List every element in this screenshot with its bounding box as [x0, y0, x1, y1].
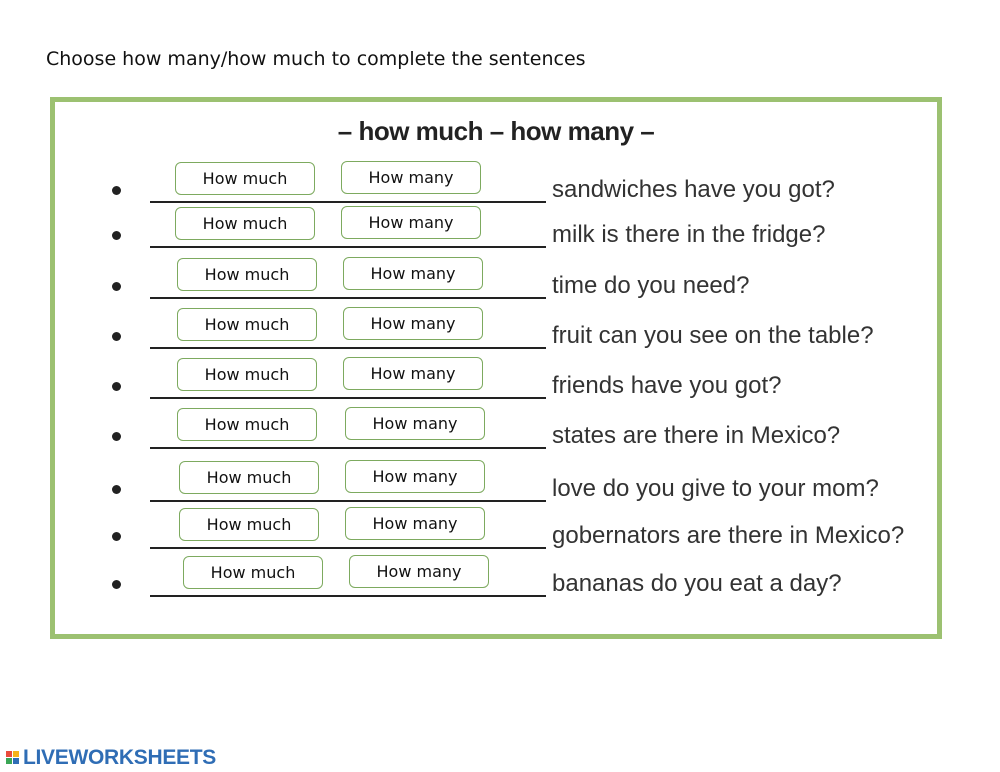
- how-much-button[interactable]: How much: [179, 461, 319, 494]
- how-much-button[interactable]: How much: [177, 258, 317, 291]
- liveworksheets-logo-icon: [6, 751, 20, 765]
- how-many-button[interactable]: How many: [343, 307, 483, 340]
- how-many-button[interactable]: How many: [341, 161, 481, 194]
- question-row-5: [55, 358, 937, 404]
- how-many-button[interactable]: How many: [345, 507, 485, 540]
- sentence-text: milk is there in the fridge?: [552, 221, 826, 248]
- bullet-icon: [112, 485, 121, 494]
- bullet-icon: [112, 186, 121, 195]
- exercise-heading: – how much – how many –: [337, 116, 655, 146]
- bullet-icon: [112, 332, 121, 341]
- answer-blank: [150, 347, 546, 349]
- sentence-text: bananas do you eat a day?: [552, 570, 842, 597]
- liveworksheets-brand-text: LIVEWORKSHEETS: [23, 746, 216, 769]
- bullet-icon: [112, 231, 121, 240]
- how-many-button[interactable]: How many: [343, 257, 483, 290]
- liveworksheets-logo: [6, 747, 216, 769]
- answer-blank: [150, 547, 546, 549]
- how-much-button[interactable]: How much: [175, 207, 315, 240]
- question-row-6: [55, 408, 937, 454]
- sentence-text: states are there in Mexico?: [552, 422, 841, 449]
- answer-blank: [150, 201, 546, 203]
- how-much-button[interactable]: How much: [183, 556, 323, 589]
- how-much-button[interactable]: How much: [177, 308, 317, 341]
- answer-blank: [150, 397, 546, 399]
- bullet-icon: [112, 432, 121, 441]
- answer-blank: [150, 297, 546, 299]
- how-many-button[interactable]: How many: [345, 407, 485, 440]
- sentence-text: fruit can you see on the table?: [552, 322, 874, 349]
- question-row-4: [55, 308, 937, 354]
- exercise-panel: [50, 97, 942, 639]
- sentence-text: gobernators are there in Mexico?: [552, 522, 905, 549]
- how-many-button[interactable]: How many: [345, 460, 485, 493]
- how-much-button[interactable]: How much: [179, 508, 319, 541]
- answer-blank: [150, 500, 546, 502]
- instruction-text: Choose how many/how much to complete the sentences: [46, 48, 586, 70]
- how-many-button[interactable]: How many: [349, 555, 489, 588]
- question-row-9: [55, 556, 937, 602]
- how-much-button[interactable]: How much: [177, 358, 317, 391]
- sentence-text: friends have you got?: [552, 372, 782, 399]
- answer-blank: [150, 595, 546, 597]
- question-row-8: [55, 508, 937, 554]
- how-many-button[interactable]: How many: [341, 206, 481, 239]
- how-many-button[interactable]: How many: [343, 357, 483, 390]
- question-row-3: [55, 258, 937, 304]
- bullet-icon: [112, 382, 121, 391]
- bullet-icon: [112, 532, 121, 541]
- bullet-icon: [112, 580, 121, 589]
- sentence-text: sandwiches have you got?: [552, 176, 835, 203]
- answer-blank: [150, 447, 546, 449]
- question-row-1: [55, 162, 937, 208]
- how-much-button[interactable]: How much: [177, 408, 317, 441]
- sentence-text: love do you give to your mom?: [552, 475, 879, 502]
- question-row-7: [55, 461, 937, 507]
- bullet-icon: [112, 282, 121, 291]
- answer-blank: [150, 246, 546, 248]
- sentence-text: time do you need?: [552, 272, 750, 299]
- question-row-2: [55, 207, 937, 253]
- how-much-button[interactable]: How much: [175, 162, 315, 195]
